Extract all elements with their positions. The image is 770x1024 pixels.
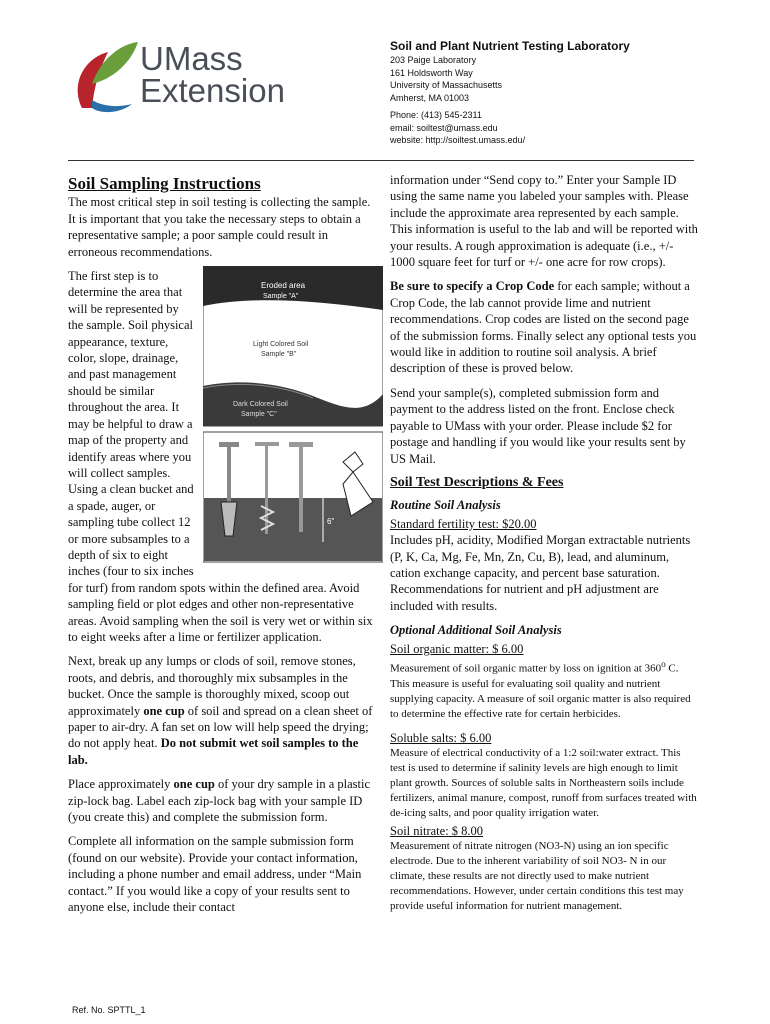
lab-header bbox=[390, 38, 750, 147]
logo-word-extension: Extension bbox=[140, 72, 285, 109]
lab-address-line: University of Massachusetts bbox=[390, 80, 503, 90]
lab-address-line: Amherst, MA 01003 bbox=[390, 92, 470, 103]
logo-word-umass: UMass bbox=[140, 40, 243, 77]
bag-paragraph: Place approximately one cup of your dry sample in a plastic zip-lock bag. Label each zip-lock bag with your sample ID (you create this) and complete the submission form. bbox=[68, 777, 371, 825]
lab-name: Soil and Plant Nutrient Testing Laboratory bbox=[390, 39, 630, 53]
lab-address-line: 203 Paige Laboratory bbox=[390, 55, 477, 65]
reference-number: Ref. No. SPTTL_1 bbox=[72, 1005, 146, 1015]
soil-nitrate-price: Soil nitrate: $ 8.00 bbox=[390, 824, 484, 839]
organic-matter-description: Measurement of soil organic matter by loss on ignition at 360$^o$ C. This measure is useful for evaluating soil quality and nutrient supplying capacity. A measure of soil organic matter is also required to determine the effective rate for certain herbicides. bbox=[390, 658, 691, 720]
routine-analysis-heading: Routine Soil Analysis bbox=[390, 498, 501, 513]
lab-phone: Phone: (413) 545-2311 bbox=[390, 110, 482, 120]
right-column bbox=[390, 172, 698, 922]
label-dark-soil: Dark Colored Soil bbox=[233, 401, 288, 409]
leaf-logo-icon bbox=[70, 38, 140, 118]
intro-paragraph: The most critical step in soil testing is collecting the sample. It is important that you take the necessary steps to obtain a representative sample; a poor sample could result in erroneous recommendations. bbox=[68, 195, 371, 259]
send-samples-paragraph: Send your sample(s), completed submission form and payment to the address listed on the front. Enclose check payable to UMass with your order. Please include $2 for postage and handling if you would like your results sent by US Mail. bbox=[390, 385, 686, 466]
optional-analysis-heading: Optional Additional Soil Analysis bbox=[390, 623, 562, 638]
section-heading-fees: Soil Test Descriptions & Fees bbox=[390, 474, 564, 490]
crop-code-paragraph: Be sure to specify a Crop Code for each sample; without a Crop Code, the lab cannot provide lime and nutrient recommendations. Crop codes are listed on the second page of the submission forms. Finally select any optional tests you would like in addition to routine soil analysis. A brief description of these is proved below. bbox=[390, 279, 697, 376]
send-copy-paragraph: information under “Send copy to.” Enter your Sample ID using the same name you labeled your samples with. Please include the approximate area represented by each sample. This information is useful to the lab and will be reported with your results. A rough approximation is adequate (i.e., +/- 1000 square feet for turf or +/- one acre for row crops). bbox=[390, 173, 698, 270]
page-title: Soil Sampling Instructions bbox=[68, 174, 261, 193]
submission-paragraph: Complete all information on the sample submission form (found on our website). Provide your contact information, including a phone number and email address, under “Main contact.” If you would like a copy of your results sent to anyone else, include their contact bbox=[68, 834, 362, 915]
lab-address-line: 161 Holdsworth Way bbox=[390, 67, 473, 78]
organic-matter-price: Soil organic matter: $ 6.00 bbox=[390, 641, 524, 656]
label-sample-c: Sample "C" bbox=[241, 411, 277, 419]
soluble-salts-price: Soluble salts: $ 6.00 bbox=[390, 730, 492, 745]
label-sample-b: Sample "B" bbox=[261, 351, 297, 359]
label-light-soil: Light Colored Soil bbox=[253, 341, 309, 349]
soil-sampling-figure bbox=[203, 266, 383, 566]
header-divider bbox=[68, 160, 694, 161]
left-column bbox=[68, 176, 380, 923]
mix-paragraph: Next, break up any lumps or clods of soil, remove stones, roots, and debris, and thoroughly mix subsamples in the bucket. Once the sample is thoroughly mixed, scoop out approximately one cup of soil and spread on a clean sheet of paper to air-dry. A fan set on low will help speed the drying; do not apply heat. Do not submit wet soil samples to the lab. bbox=[68, 654, 373, 767]
svg-text:6": 6" bbox=[327, 517, 335, 527]
standard-test-price: Standard fertility test: $20.00 bbox=[390, 516, 537, 531]
soluble-salts-description: Measure of electrical conductivity of a 1:2 soil:water extract. This test is used to determine if salinity levels are high enough to limit plant growth. Sources of soluble salts in Northeastern soils include fertilizers, animal manure, compost, runoff from surfaces treated with de-icing salts, and poor quality irrigation water. bbox=[390, 747, 697, 820]
step-one-paragraph: The first step is to determine the area that will be represented by the sample. Soil physical appearance, texture, color, slope, drainage, and past management should be similar throughout the area. It may be helpful to draw a map of the property and identify areas where you will collect samples. Using a clean bucket and a spade, auger, or sampling tube collect 12 or more subsamples to a depth of six to eight inches (four to six inches for turf) from random spots within the defined area. Avoid sampling field or plot edges and other non-representative areas. Avoid sampling when the soil is very wet or within six to eight weeks after a lime or fertilizer application. bbox=[68, 269, 373, 644]
label-sample-a: Sample "A" bbox=[263, 293, 299, 301]
label-eroded-area: Eroded area bbox=[261, 281, 306, 291]
standard-test-description: Includes pH, acidity, Modified Morgan extractable nutrients (P, K, Ca, Mg, Fe, Mn, Zn, Cu, B), lead, and aluminum, cation exchange capacity, and percent base saturation. Recommendations for nutrient and pH adjustment are included with results. bbox=[390, 533, 691, 613]
lab-email[interactable]: email: soiltest@umass.edu bbox=[390, 122, 498, 133]
umass-extension-logo bbox=[70, 38, 285, 118]
soil-nitrate-description: Measurement of nitrate nitrogen (NO3-N) using an ion specific electrode. Due to the inherent variability of soil NO3- N in our climate, these results are not directly used to make nutrient recommendations. However, under certain conditions this test may provide useful information for nutrient management. bbox=[390, 840, 684, 913]
lab-website[interactable]: website: http://soiltest.umass.edu/ bbox=[390, 135, 526, 145]
